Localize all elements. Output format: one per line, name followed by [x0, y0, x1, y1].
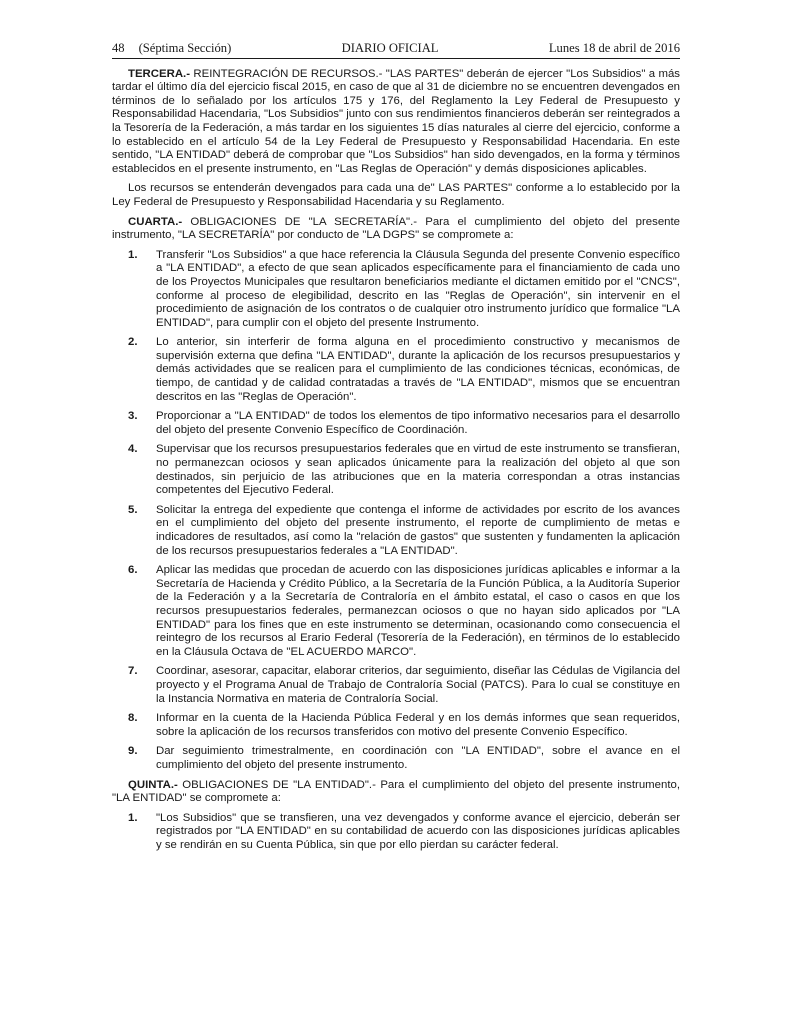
item-text: Solicitar la entrega del expediente que contenga el informe de actividades por escrito de los avances en el cumplimiento del objeto del presente instrumento, el reporte de cumplimiento de metas e indicadores de resultados, así como la "relación de gastos" que sustenten y fundamenten la aplicación de los recursos presupuestarios federales a "LA ENTIDAD". [156, 503, 680, 557]
item-text: Lo anterior, sin interferir de forma alguna en el procedimiento constructivo y mecanismos de supervisión externa que defina "LA ENTIDAD", durante la aplicación de los recursos presupuestarios y demás actividades que se realicen para el cumplimiento de las condiciones técnicas, económicas, de tiempo, de cantidad y de calidad contratadas a través de "LA ENTIDAD", mismos que se encuentran descritos en las "Reglas de Operación". [156, 336, 680, 403]
item-number: 1. [128, 248, 138, 261]
list-item [112, 504, 680, 558]
list-item [112, 812, 680, 853]
list-item [112, 443, 680, 497]
item-text: Proporcionar a "LA ENTIDAD" de todos los elementos de tipo informativo necesarios para el desarrollo del objeto del presente Convenio Específico de Coordinación. [156, 410, 680, 436]
section-label: (Séptima Sección) [138, 41, 232, 55]
clause-heading: TERCERA.- [128, 67, 191, 80]
list-item [112, 410, 680, 437]
quinta-obligations-list [112, 812, 680, 853]
clause-text: OBLIGACIONES DE "LA SECRETARÍA".- Para el cumplimiento del objeto del presente instrumento, "LA SECRETARÍA" por conducto de "LA DGPS" se compromete a: [112, 215, 680, 242]
clause-cuarta [112, 216, 680, 243]
item-number: 1. [128, 811, 138, 824]
document-page [112, 42, 680, 858]
item-number: 9. [128, 745, 138, 758]
header-left [112, 42, 231, 56]
item-text: Informar en la cuenta de la Hacienda Pública Federal y en los demás informes que sean requeridos, sobre la aplicación de los recursos transferidos con motivo del presente Convenio Específico. [156, 712, 680, 738]
item-number: 5. [128, 503, 138, 516]
cuarta-obligations-list [112, 249, 680, 773]
item-number: 7. [128, 665, 138, 678]
item-number: 3. [128, 410, 138, 423]
list-item [112, 249, 680, 331]
page-header [112, 42, 680, 59]
item-text: Coordinar, asesorar, capacitar, elaborar criterios, dar seguimiento, diseñar las Cédulas de Vigilancia del proyecto y el Programa Anual de Trabajo de Contraloría Social (PATCS). Para lo cual se constituye en la Instancia Normativa en materia de Contraloría Social. [156, 665, 680, 705]
clause-text: OBLIGACIONES DE "LA ENTIDAD".- Para el cumplimiento del objeto del presente instrumento, "LA ENTIDAD" se compromete a: [112, 778, 680, 805]
clause-tercera-paragraph-2: Los recursos se entenderán devengados para cada una de" LAS PARTES" conforme a lo establecido por la Ley Federal de Presupuesto y Responsabilidad Hacendaria y su Reglamento. [112, 182, 680, 208]
item-number: 8. [128, 712, 138, 725]
clause-tercera [112, 68, 680, 177]
item-text: "Los Subsidios" que se transfieren, una vez devengados y conforme avance el ejercicio, deberán ser registrados por "LA ENTIDAD" en su contabilidad de acuerdo con las disposiciones jurídicas aplicables y se rendirán en su Cuenta Pública, sin que por ello pierdan su carácter federal. [156, 811, 680, 851]
item-number: 4. [128, 443, 138, 456]
list-item [112, 665, 680, 706]
page-number: 48 [112, 41, 125, 55]
clause-quinta [112, 779, 680, 806]
list-item [112, 712, 680, 739]
item-text: Transferir "Los Subsidios" a que hace referencia la Cláusula Segunda del presente Convenio específico a "LA ENTIDAD", a efecto de que sean aplicados específicamente para el financiamiento de cada uno de los Proyectos Municipales que resultaron beneficiarios mediante el dictamen emitido por el "CNCS", conforme al proceso de elegibilidad, descrito en las "Reglas de Operación", sin intervenir en el procedimiento de asignación de los contratos o de cualquier otro instrumento jurídico que formalice "LA ENTIDAD", para cumplir con el objeto del presente Instrumento. [156, 248, 680, 329]
publication-title: DIARIO OFICIAL [341, 41, 439, 55]
list-item [112, 336, 680, 404]
list-item [112, 745, 680, 772]
publication-date: Lunes 18 de abril de 2016 [548, 41, 680, 55]
item-text: Supervisar que los recursos presupuestarios federales que en virtud de este instrumento se transfieran, no permanezcan ociosos y sean aplicados únicamente para la realización del objeto al que son destinados, sin perjuicio de las atribuciones que en la materia correspondan a otras instancias competentes del Ejecutivo Federal. [156, 443, 680, 497]
item-number: 6. [128, 564, 138, 577]
item-text: Dar seguimiento trimestralmente, en coordinación con "LA ENTIDAD", sobre el avance en el cumplimiento del objeto del presente instrumento. [156, 745, 680, 771]
clause-text: REINTEGRACIÓN DE RECURSOS.- "LAS PARTES" deberán de ejercer "Los Subsidios" a más tardar el último día del ejercicio fiscal 2015, en caso de que al 31 de diciembre no se encuentren devengados en términos de lo señalado por los artículos 175 y 176, del Reglamento la Ley Federal de Presupuesto y Responsabilidad Hacendaria, "Los Subsidios" junto con sus rendimientos financieros deberán ser reintegrados a la Tesorería de la Federación, a más tardar en los siguientes 15 días naturales al cierre del ejercicio, conforme a lo establecido en el artículo 54 de la Ley Federal de Presupuesto y Responsabilidad Hacendaria. En este sentido, "LA ENTIDAD" deberá de comprobar que "Los Subsidios" han sido devengados, en la forma y términos establecidos en el presente instrumento, en "Las Reglas de Operación" y demás disposiciones aplicables. [112, 67, 680, 175]
item-text: Aplicar las medidas que procedan de acuerdo con las disposiciones jurídicas aplicables e informar a la Secretaría de Hacienda y Crédito Público, a la Secretaría de la Función Pública, a la Auditoría Superior de la Federación y a la Secretaría de Contraloría en el ámbito estatal, el caso o casos en que los recursos presupuestarios federales, permanezcan ociosos o que no hayan sido aplicados por "LA ENTIDAD" para los fines que en este instrumento se determinan, ocasionando como consecuencia el reintegro de los recursos al Erario Federal (Tesorería de la Federación), en términos de lo establecido en la Cláusula Octava de "EL ACUERDO MARCO". [156, 564, 680, 658]
clause-heading: CUARTA.- [128, 215, 183, 228]
clause-heading: QUINTA.- [128, 778, 178, 791]
item-number: 2. [128, 336, 138, 349]
list-item [112, 564, 680, 659]
